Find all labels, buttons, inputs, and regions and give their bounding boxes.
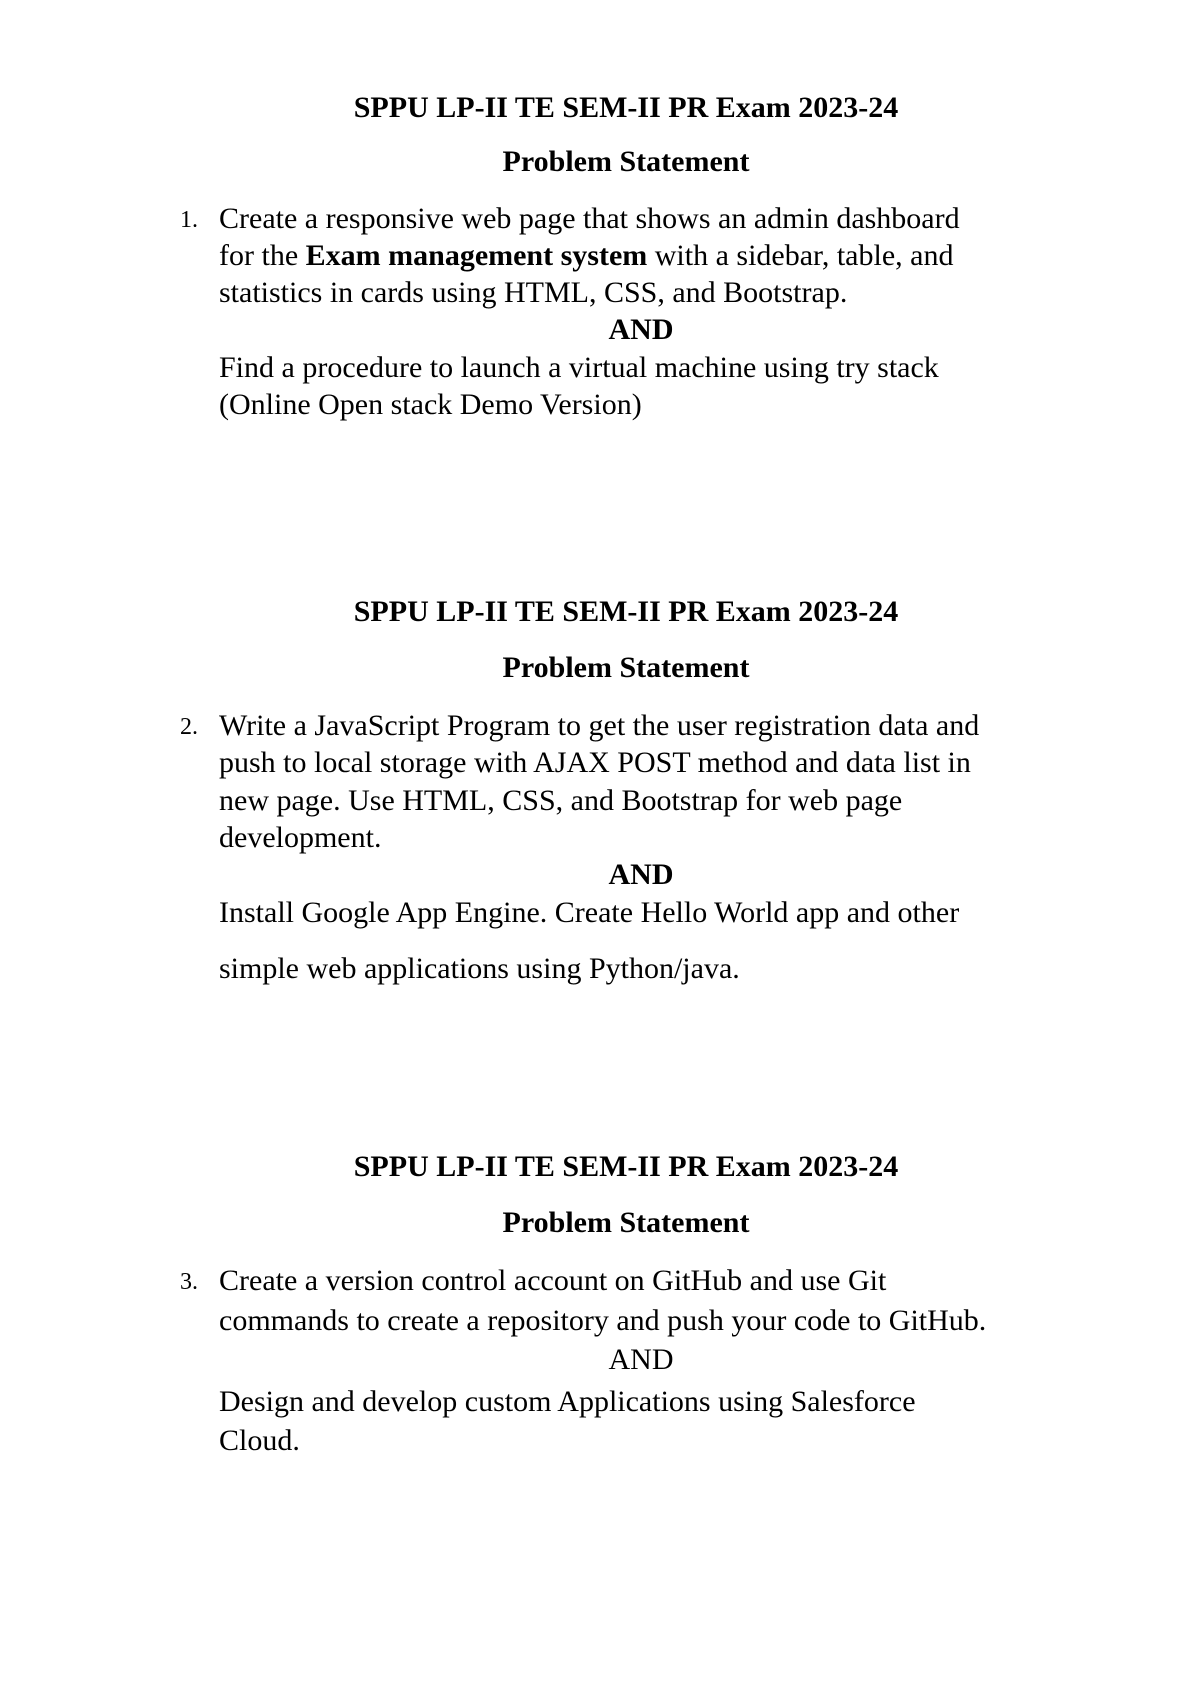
statement-line: Install Google App Engine. Create Hello World app and other xyxy=(219,896,960,929)
statement-line: Create a responsive web page that shows an admin dashboard xyxy=(219,202,960,235)
statement-line: Design and develop custom Applications using Salesforce xyxy=(219,1385,916,1418)
statement-line: Create a version control account on GitHub and use Git xyxy=(219,1264,887,1297)
and-separator: AND xyxy=(608,313,674,346)
statement-line: new page. Use HTML, CSS, and Bootstrap for web page xyxy=(219,784,903,817)
problem-statement-heading: Problem Statement xyxy=(502,1206,750,1239)
and-separator: AND xyxy=(608,858,674,891)
item-number: 2. xyxy=(180,714,198,740)
statement-line: statistics in cards using HTML, CSS, and Bootstrap. xyxy=(219,276,848,309)
item-number: 1. xyxy=(180,207,198,233)
item-number: 3. xyxy=(180,1269,198,1295)
statement-line: Write a JavaScript Program to get the user registration data and xyxy=(219,709,980,742)
problem-statement-heading: Problem Statement xyxy=(502,651,750,684)
statement-line: (Online Open stack Demo Version) xyxy=(219,388,642,421)
exam-title: SPPU LP-II TE SEM-II PR Exam 2023-24 xyxy=(353,91,899,124)
exam-title: SPPU LP-II TE SEM-II PR Exam 2023-24 xyxy=(353,595,899,628)
statement-line: Cloud. xyxy=(219,1424,300,1457)
and-separator: AND xyxy=(608,1343,674,1376)
statement-line: push to local storage with AJAX POST method and data list in xyxy=(219,746,971,779)
text: for the xyxy=(219,239,306,272)
bold-text: Exam management system xyxy=(305,239,648,272)
exam-title: SPPU LP-II TE SEM-II PR Exam 2023-24 xyxy=(353,1150,899,1183)
statement-line: Find a procedure to launch a virtual machine using try stack xyxy=(219,351,939,384)
statement-line: commands to create a repository and push your code to GitHub. xyxy=(219,1304,987,1337)
problem-statement-heading: Problem Statement xyxy=(502,145,750,178)
text: with a sidebar, table, and xyxy=(647,239,954,272)
statement-line xyxy=(219,241,953,271)
statement-line: simple web applications using Python/java. xyxy=(219,952,740,985)
statement-line: development. xyxy=(219,821,382,854)
